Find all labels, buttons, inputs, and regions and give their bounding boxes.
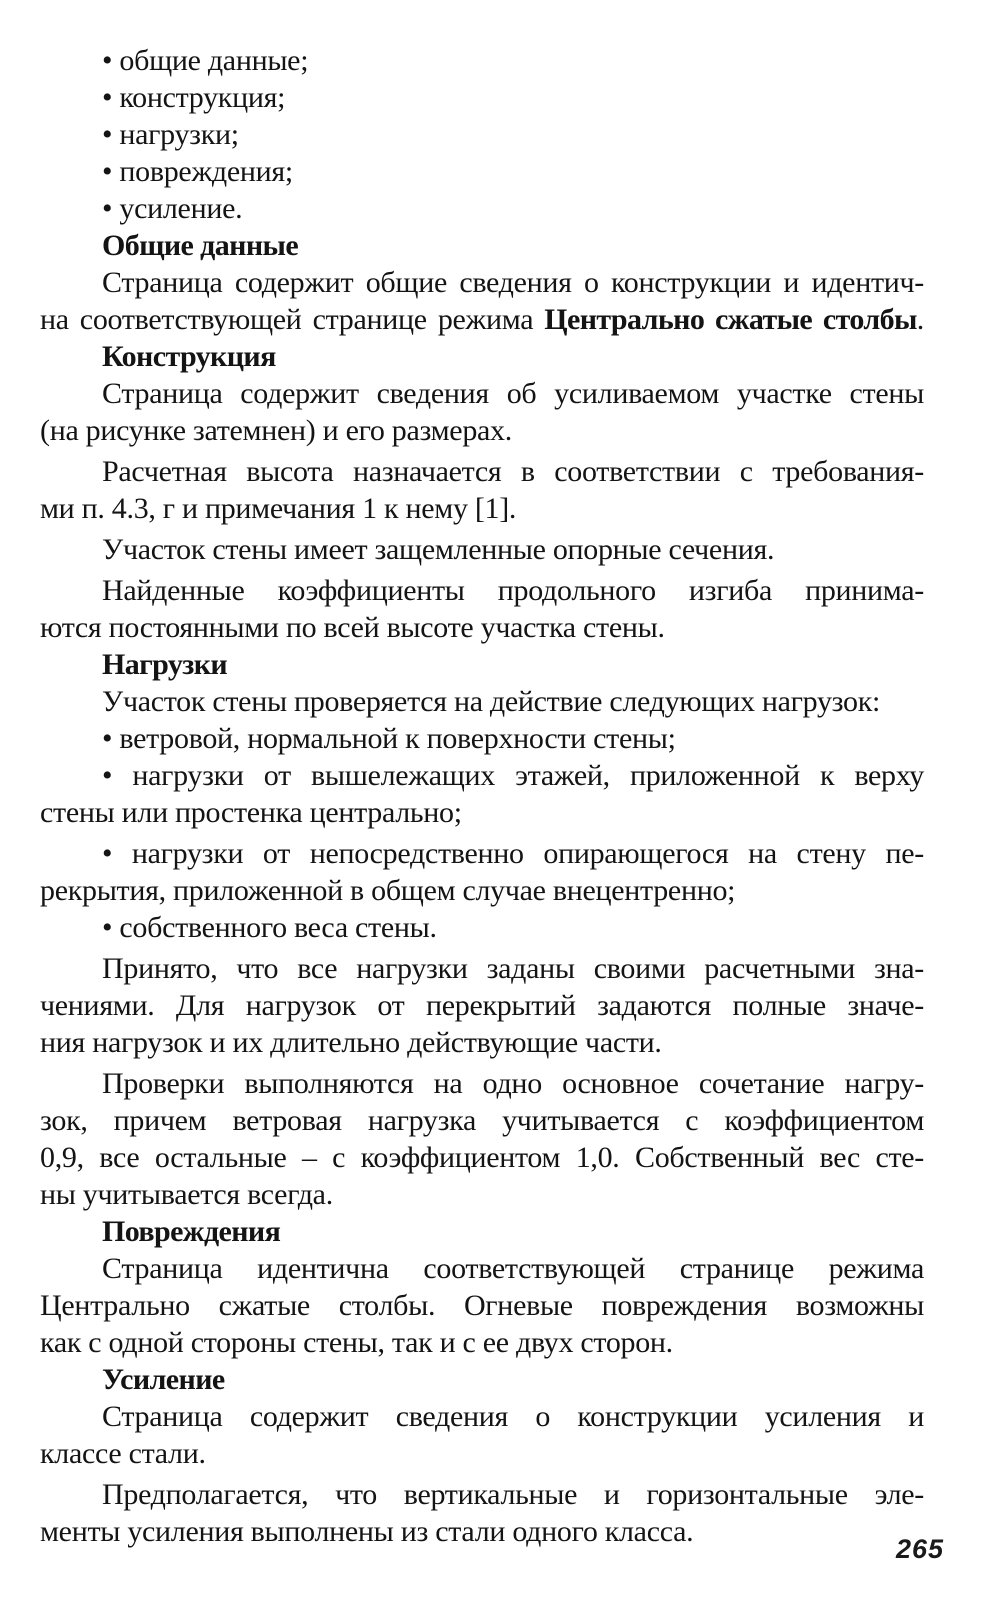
paragraph: [40, 1250, 924, 1361]
text-span: на соответствующей странице режима: [40, 303, 545, 336]
text-line: (на рисунке затемнен) и его размерах.: [40, 414, 512, 447]
text-line: менты усиления выполнены из стали одного класса.: [40, 1515, 694, 1548]
text-line: классе стали.: [40, 1437, 206, 1470]
text-line: ния нагрузок и их длительно действующие части.: [40, 1026, 662, 1059]
text-line: стены или простенка центрально;: [40, 796, 462, 829]
paragraph: [40, 1398, 924, 1472]
text-line: [40, 301, 924, 338]
text-line: ны учитывается всегда.: [40, 1178, 333, 1211]
text-line: Страница содержит сведения об усиливаемом участке стены: [102, 377, 924, 410]
text-line: • нагрузки от вышележащих этажей, приложенной к верху: [40, 757, 924, 794]
section-heading-general: Общие данные: [102, 229, 299, 262]
paragraph: [40, 572, 924, 646]
list-item: • ветровой, нормальной к поверхности стены;: [40, 720, 924, 757]
text-line: зок, причем ветровая нагрузка учитывается с коэффициентом: [40, 1104, 924, 1137]
intro-bullet-list: [40, 42, 924, 227]
text-line: Проверки выполняются на одно основное сочетание нагру-: [102, 1067, 924, 1100]
text-line: • нагрузки от непосредственно опирающегося на стену пе-: [40, 835, 924, 872]
paragraph: [40, 1476, 924, 1550]
paragraph: [40, 1065, 924, 1213]
list-item: [40, 757, 924, 831]
section-heading-loads: Нагрузки: [102, 648, 228, 681]
paragraph: [40, 453, 924, 527]
mode-name-bold: Центрально сжатые столбы: [544, 303, 917, 336]
list-item: [40, 835, 924, 909]
text-line: Расчетная высота назначается в соответствии с требования-: [102, 455, 924, 488]
text-line: Участок стены проверяется на действие следующих нагрузок:: [102, 685, 881, 718]
paragraph: [40, 375, 924, 449]
text-line: ми п. 4.3, г и примечания 1 к нему [1].: [40, 492, 517, 525]
text-line: Предполагается, что вертикальные и горизонтальные эле-: [102, 1478, 924, 1511]
text-line: Страница идентична соответствующей странице режима: [102, 1252, 924, 1285]
paragraph: [40, 531, 924, 568]
list-item: • нагрузки;: [40, 116, 924, 153]
text-line: Страница содержит общие сведения о конструкции и идентич-: [102, 266, 924, 299]
paragraph: [40, 950, 924, 1061]
text-line: рекрытия, приложенной в общем случае внецентренно;: [40, 874, 736, 907]
list-item: • собственного веса стены.: [40, 909, 924, 946]
text-line: Принято, что все нагрузки заданы своими расчетными зна-: [102, 952, 924, 985]
text-line: Найденные коэффициенты продольного изгиба принима-: [102, 574, 924, 607]
list-item: • конструкция;: [40, 79, 924, 116]
section-heading-construction: Конструкция: [102, 340, 276, 373]
text-line: Центрально сжатые столбы. Огневые повреждения возможны: [40, 1289, 924, 1322]
section-heading-reinforcement: Усиление: [102, 1363, 225, 1396]
text-line: Страница содержит сведения о конструкции усиления и: [102, 1400, 924, 1433]
text-line: чениями. Для нагрузок от перекрытий задаются полные значе-: [40, 989, 924, 1022]
document-page: [40, 42, 924, 1550]
text-line: как с одной стороны стены, так и с ее двух сторон.: [40, 1326, 673, 1359]
list-item: • усиление.: [40, 190, 924, 227]
section-heading-damage: Повреждения: [102, 1215, 281, 1248]
text-span: .: [916, 303, 924, 336]
page-number: 265: [896, 1534, 945, 1564]
paragraph: [40, 264, 924, 338]
list-item: • повреждения;: [40, 153, 924, 190]
text-line: Участок стены имеет защемленные опорные сечения.: [102, 533, 775, 566]
text-line: 0,9, все остальные – с коэффициентом 1,0. Собственный вес сте-: [40, 1141, 924, 1174]
text-line: ются постоянными по всей высоте участка стены.: [40, 611, 665, 644]
list-item: • общие данные;: [40, 42, 924, 79]
